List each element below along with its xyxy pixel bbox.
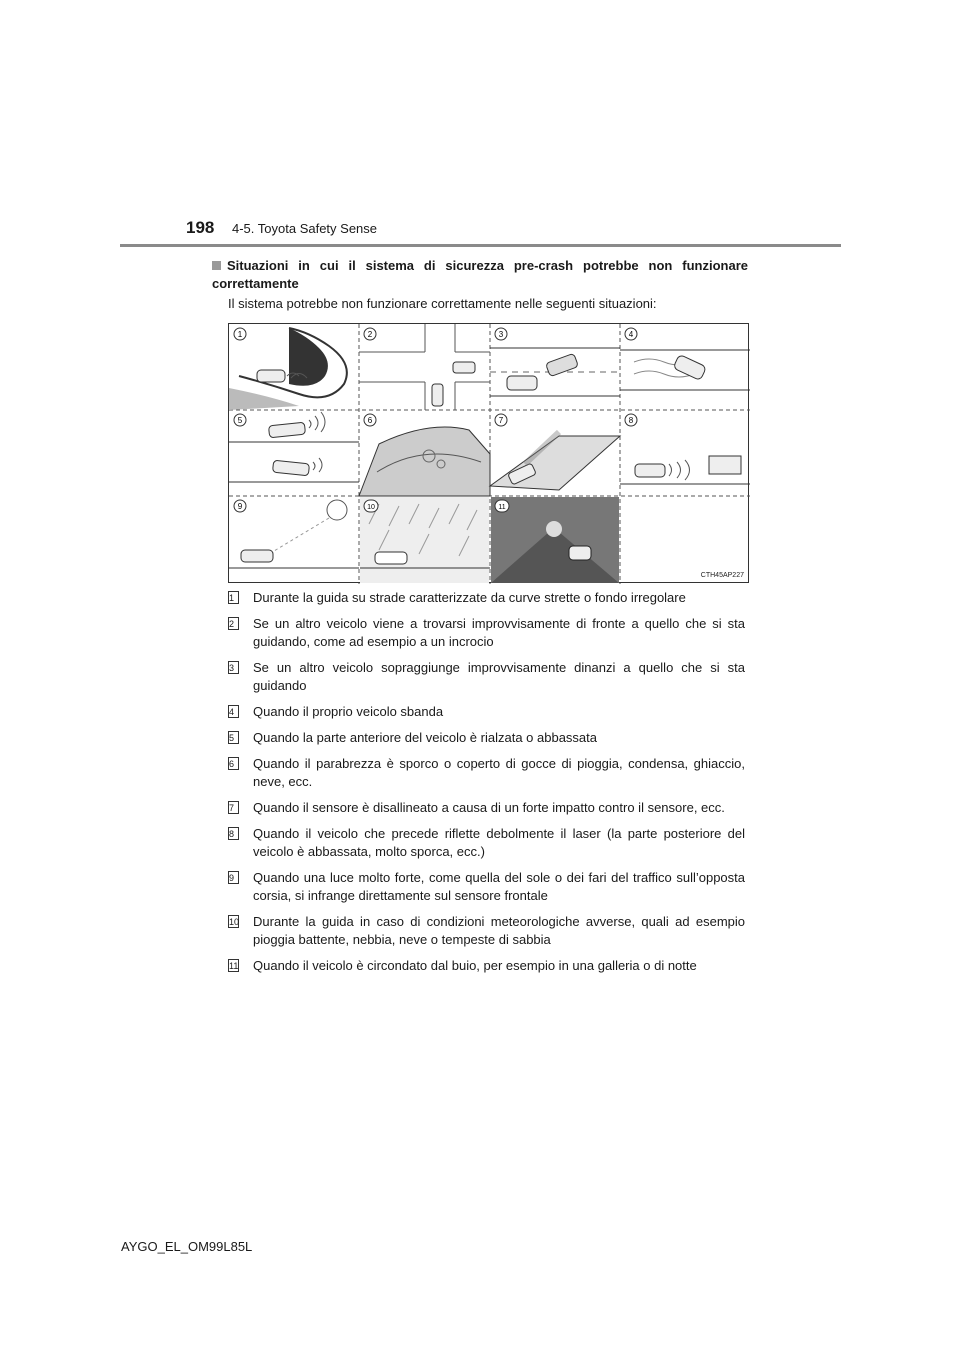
panel-number-10 (364, 500, 378, 512)
item-text: Quando il sensore è disallineato a causa di un forte impatto contro il sensore, ecc. (253, 800, 725, 815)
svg-text:4: 4 (628, 330, 634, 339)
item-number: 5 (228, 731, 239, 744)
list-item (228, 755, 745, 791)
list-item (228, 869, 745, 905)
panel-number-7 (495, 414, 507, 426)
heading (212, 257, 748, 293)
list-item (228, 825, 745, 861)
panel-number-2 (364, 328, 376, 340)
item-text: Quando il veicolo è circondato dal buio, per esempio in una galleria o di notte (253, 958, 697, 973)
section-title: 4-5. Toyota Safety Sense (232, 221, 378, 236)
panel-3-illustration (490, 348, 620, 396)
item-text: Durante la guida in caso di condizioni meteorologiche avverse, quali ad esempio pioggia battente, nebbia, neve o tempeste di sabbia (253, 914, 745, 947)
page-number: 198 (186, 218, 215, 237)
item-number: 1 (228, 591, 239, 604)
item-number: 2 (228, 617, 239, 630)
panel-number-9 (234, 500, 246, 512)
svg-text:11: 11 (498, 504, 506, 511)
panel-2-illustration (359, 324, 490, 410)
item-text: Se un altro veicolo sopraggiunge improvvisamente dinanzi a quello che si sta guidando (253, 660, 745, 693)
panel-6-illustration (359, 427, 490, 496)
panel-number-1 (234, 328, 246, 340)
panel-5-illustration (229, 412, 359, 482)
panel-7-illustration (490, 432, 620, 490)
item-number: 7 (228, 801, 239, 814)
panel-number-11 (495, 500, 509, 512)
list-item (228, 589, 745, 607)
list-item (228, 957, 745, 975)
panel-number-3 (495, 328, 507, 340)
panel-number-6 (364, 414, 376, 426)
panel-number-5 (234, 414, 246, 426)
item-text: Durante la guida su strade caratterizzate da curve strette o fondo irregolare (253, 590, 686, 605)
item-number: 8 (228, 827, 239, 840)
figure-illustration (229, 324, 750, 584)
item-text: Quando una luce molto forte, come quella del sole o dei fari del traffico sull’opposta corsia, si infrange direttamente sul sensore frontale (253, 870, 745, 903)
panel-number-4 (625, 328, 637, 340)
svg-text:5: 5 (237, 416, 243, 425)
bullet-square-icon (212, 261, 221, 270)
situations-list (228, 589, 745, 983)
panel-9-illustration (229, 500, 359, 568)
heading-text: Situazioni in cui il sistema di sicurezza pre-crash potrebbe non funzionare correttamente (212, 258, 748, 291)
panel-10-illustration (360, 497, 490, 583)
item-text: Quando il parabrezza è sporco o coperto di gocce di pioggia, condensa, ghiaccio, neve, ecc. (253, 756, 745, 789)
list-item (228, 703, 745, 721)
item-text: Quando il proprio veicolo sbanda (253, 704, 444, 719)
svg-text:9: 9 (237, 502, 243, 511)
svg-text:2: 2 (367, 330, 373, 339)
intro-text: Il sistema potrebbe non funzionare correttamente nelle seguenti situazioni: (228, 296, 657, 311)
item-number: 3 (228, 661, 239, 674)
item-number: 4 (228, 705, 239, 718)
item-text: Quando il veicolo che precede riflette debolmente il laser (la parte posteriore del veicolo è abbassata, molto sporca, ecc.) (253, 826, 745, 859)
list-item (228, 659, 745, 695)
list-item (228, 799, 745, 817)
item-number: 11 (229, 961, 239, 971)
svg-text:3: 3 (498, 330, 504, 339)
list-item (228, 729, 745, 747)
list-item (228, 615, 745, 651)
item-number: 9 (228, 871, 239, 884)
svg-text:8: 8 (628, 416, 634, 425)
svg-text:10: 10 (367, 504, 375, 511)
list-item (228, 913, 745, 949)
panel-number-8 (625, 414, 637, 426)
item-text: Quando la parte anteriore del veicolo è rialzata o abbassata (253, 730, 597, 745)
item-number: 6 (228, 757, 239, 770)
svg-text:6: 6 (367, 416, 373, 425)
item-number: 10 (229, 917, 240, 927)
panel-11-illustration (491, 497, 619, 583)
figure-code: CTH45AP227 (700, 572, 744, 579)
situations-figure (228, 323, 749, 583)
panel-1-illustration (229, 328, 347, 410)
header-rule (120, 244, 841, 247)
panel-8-illustration (620, 456, 750, 484)
item-text: Se un altro veicolo viene a trovarsi improvvisamente di fronte a quello che si sta guidando, come ad esempio a un incrocio (253, 616, 745, 649)
svg-text:1: 1 (237, 330, 243, 339)
svg-text:7: 7 (498, 416, 504, 425)
footer-code: AYGO_EL_OM99L85L (121, 1239, 253, 1254)
panel-4-illustration (620, 350, 750, 390)
